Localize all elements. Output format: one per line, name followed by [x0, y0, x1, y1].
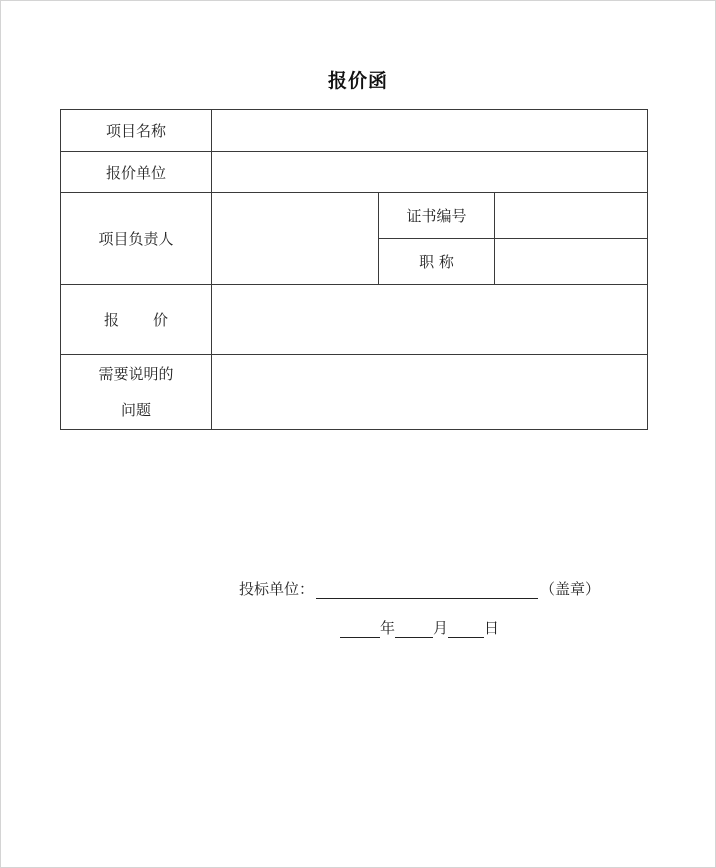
price-label-right: 价 [153, 311, 169, 329]
project-leader-label: 项目负责人 [61, 193, 212, 285]
quote-unit-field[interactable] [212, 152, 648, 193]
row-price [61, 285, 648, 355]
job-title-field[interactable] [495, 239, 648, 285]
year-label: 年 [380, 619, 396, 637]
certificate-no-label: 证书编号 [379, 193, 495, 239]
quote-unit-label: 报价单位 [61, 152, 212, 193]
notes-label [61, 355, 212, 430]
quote-form-table [60, 109, 648, 430]
signature-line [239, 578, 600, 599]
month-blank[interactable] [395, 620, 433, 638]
notes-label-line2: 问题 [120, 401, 151, 419]
year-blank[interactable] [340, 620, 380, 638]
bidder-blank[interactable] [316, 581, 538, 599]
price-label [61, 285, 212, 355]
project-name-label: 项目名称 [61, 110, 212, 152]
price-label-left: 报 [103, 311, 119, 329]
month-label: 月 [433, 619, 449, 637]
certificate-no-field[interactable] [495, 193, 648, 239]
project-name-field[interactable] [212, 110, 648, 152]
bidder-label: 投标单位： [239, 580, 315, 598]
day-label: 日 [484, 619, 500, 637]
price-field[interactable] [212, 285, 648, 355]
document-title: 报价函 [327, 70, 388, 92]
row-quote-unit [61, 152, 648, 193]
job-title-label: 职 称 [379, 239, 495, 285]
day-blank[interactable] [448, 620, 484, 638]
row-project-leader-top [61, 193, 648, 239]
date-line [340, 617, 499, 638]
notes-label-line1: 需要说明的 [98, 365, 174, 383]
project-leader-field[interactable] [212, 193, 379, 285]
seal-note: （盖章） [540, 580, 601, 598]
row-notes [61, 355, 648, 430]
notes-field[interactable] [212, 355, 648, 430]
row-project-name [61, 110, 648, 152]
